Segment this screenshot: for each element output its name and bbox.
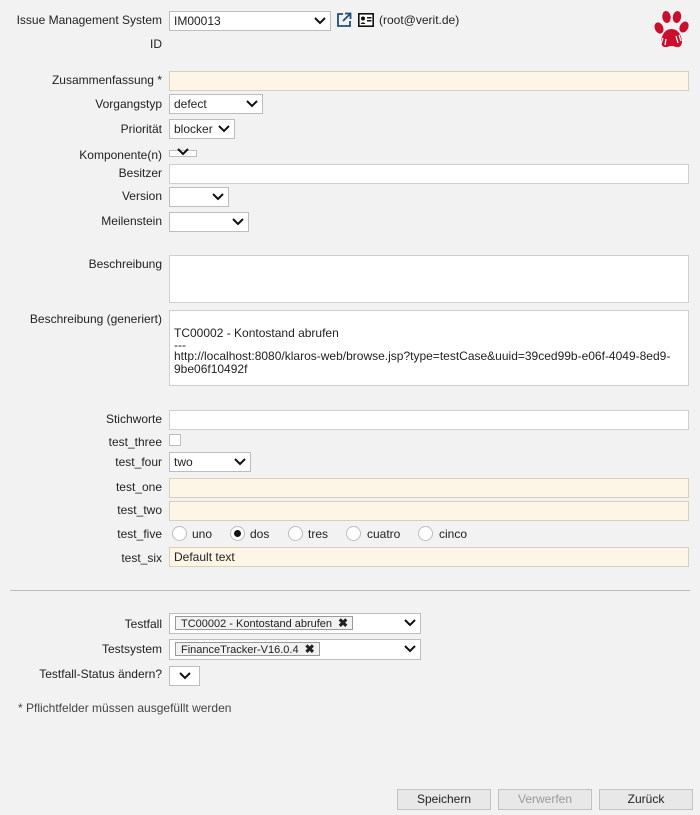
test-four-select[interactable]	[169, 452, 251, 472]
save-button[interactable]: Speichern	[397, 789, 491, 810]
radio-label-tres: tres	[308, 527, 329, 541]
summary-input[interactable]	[169, 71, 689, 91]
test-five-radio-group	[172, 526, 512, 542]
description-textarea[interactable]	[169, 255, 689, 303]
version-select[interactable]	[169, 187, 229, 207]
radio-tres[interactable]	[288, 526, 303, 541]
chevron-down-icon	[212, 193, 224, 201]
radio-label-cinco: cinco	[439, 527, 468, 541]
testsystem-tag	[175, 642, 320, 656]
chevron-down-icon	[314, 17, 326, 25]
owner-input[interactable]	[169, 164, 689, 184]
testcase-tag	[175, 616, 353, 630]
priority-label: Priorität	[120, 122, 162, 136]
user-email: (root@verit.de)	[379, 13, 460, 27]
milestone-label: Meilenstein	[101, 214, 162, 228]
milestone-select[interactable]	[169, 212, 249, 232]
description-label: Beschreibung	[88, 257, 162, 271]
chevron-down-icon	[234, 458, 246, 466]
discard-button[interactable]: Verwerfen	[498, 789, 592, 810]
test-four-select-value: two	[174, 455, 193, 469]
testsystem-label: Testsystem	[101, 642, 162, 656]
summary-label: Zusammenfassung *	[51, 73, 162, 87]
test-six-value: Default text	[174, 550, 235, 564]
radio-cinco[interactable]	[418, 526, 433, 541]
remove-tag-icon[interactable]: ✖	[338, 616, 349, 630]
test-two-input[interactable]	[169, 501, 689, 521]
contact-card-icon[interactable]	[358, 13, 374, 27]
test-one-label: test_one	[115, 480, 162, 494]
owner-label: Besitzer	[118, 166, 162, 180]
radio-label-dos: dos	[250, 527, 270, 541]
chevron-down-icon	[404, 645, 416, 653]
paw-logo-icon	[652, 10, 690, 50]
chevron-down-icon	[246, 100, 258, 108]
radio-label-cuatro: cuatro	[367, 527, 401, 541]
chevron-down-icon	[218, 125, 230, 133]
external-link-icon[interactable]	[336, 12, 352, 28]
ims-label: Issue Management System	[16, 13, 162, 27]
keywords-input[interactable]	[169, 410, 689, 430]
generated-line-1: TC00002 - Kontostand abrufen	[174, 326, 339, 340]
chevron-down-icon	[179, 672, 191, 680]
ims-select-value: IM00013	[174, 14, 221, 28]
type-select[interactable]	[169, 94, 263, 114]
generated-line-2: ---	[174, 338, 186, 352]
testcase-label: Testfall	[124, 617, 162, 631]
testcase-select[interactable]	[169, 613, 421, 634]
test-six-label: test_six	[121, 551, 162, 565]
test-two-label: test_two	[117, 503, 162, 517]
components-select[interactable]	[169, 150, 197, 157]
test-one-input[interactable]	[169, 478, 689, 498]
testsystem-tag-label: FinanceTracker-V16.0.4	[181, 644, 299, 656]
generated-description-textarea[interactable]	[169, 310, 689, 386]
test-six-input[interactable]	[169, 547, 689, 567]
generated-line-3: http://localhost:8080/klaros-web/browse.jsp?type=testCase&uuid=39ced99b-e06f-4049-8ed9-	[174, 349, 671, 363]
section-divider	[10, 590, 690, 591]
testcase-tag-label: TC00002 - Kontostand abrufen	[181, 618, 333, 630]
version-label: Version	[121, 189, 162, 203]
generated-description-label: Beschreibung (generiert)	[29, 312, 162, 326]
priority-select[interactable]	[169, 119, 235, 139]
test-five-label: test_five	[117, 527, 162, 541]
priority-select-value: blocker	[174, 122, 213, 136]
back-button[interactable]: Zurück	[599, 789, 693, 810]
testsystem-select[interactable]	[169, 639, 421, 660]
type-select-value: defect	[174, 97, 207, 111]
status-change-select[interactable]	[169, 666, 200, 686]
ims-label-id: ID	[150, 37, 162, 51]
required-footnote: * Pflichtfelder müssen ausgefüllt werden	[18, 701, 232, 715]
radio-cuatro[interactable]	[346, 526, 361, 541]
chevron-down-icon	[177, 148, 189, 156]
test-three-label: test_three	[108, 435, 162, 449]
test-three-checkbox[interactable]	[169, 434, 181, 446]
components-label: Komponente(n)	[79, 148, 162, 162]
status-change-label: Testfall-Status ändern?	[39, 667, 162, 681]
chevron-down-icon	[404, 619, 416, 627]
remove-tag-icon[interactable]: ✖	[304, 642, 315, 656]
type-label: Vorgangstyp	[95, 97, 162, 111]
radio-dos[interactable]	[230, 526, 245, 541]
keywords-label: Stichworte	[105, 412, 162, 426]
generated-line-4: 9be06f10492f	[174, 362, 248, 376]
radio-label-uno: uno	[192, 527, 213, 541]
radio-uno[interactable]	[172, 526, 187, 541]
chevron-down-icon	[232, 218, 244, 226]
ims-select[interactable]	[169, 11, 331, 31]
test-four-label: test_four	[115, 455, 162, 469]
